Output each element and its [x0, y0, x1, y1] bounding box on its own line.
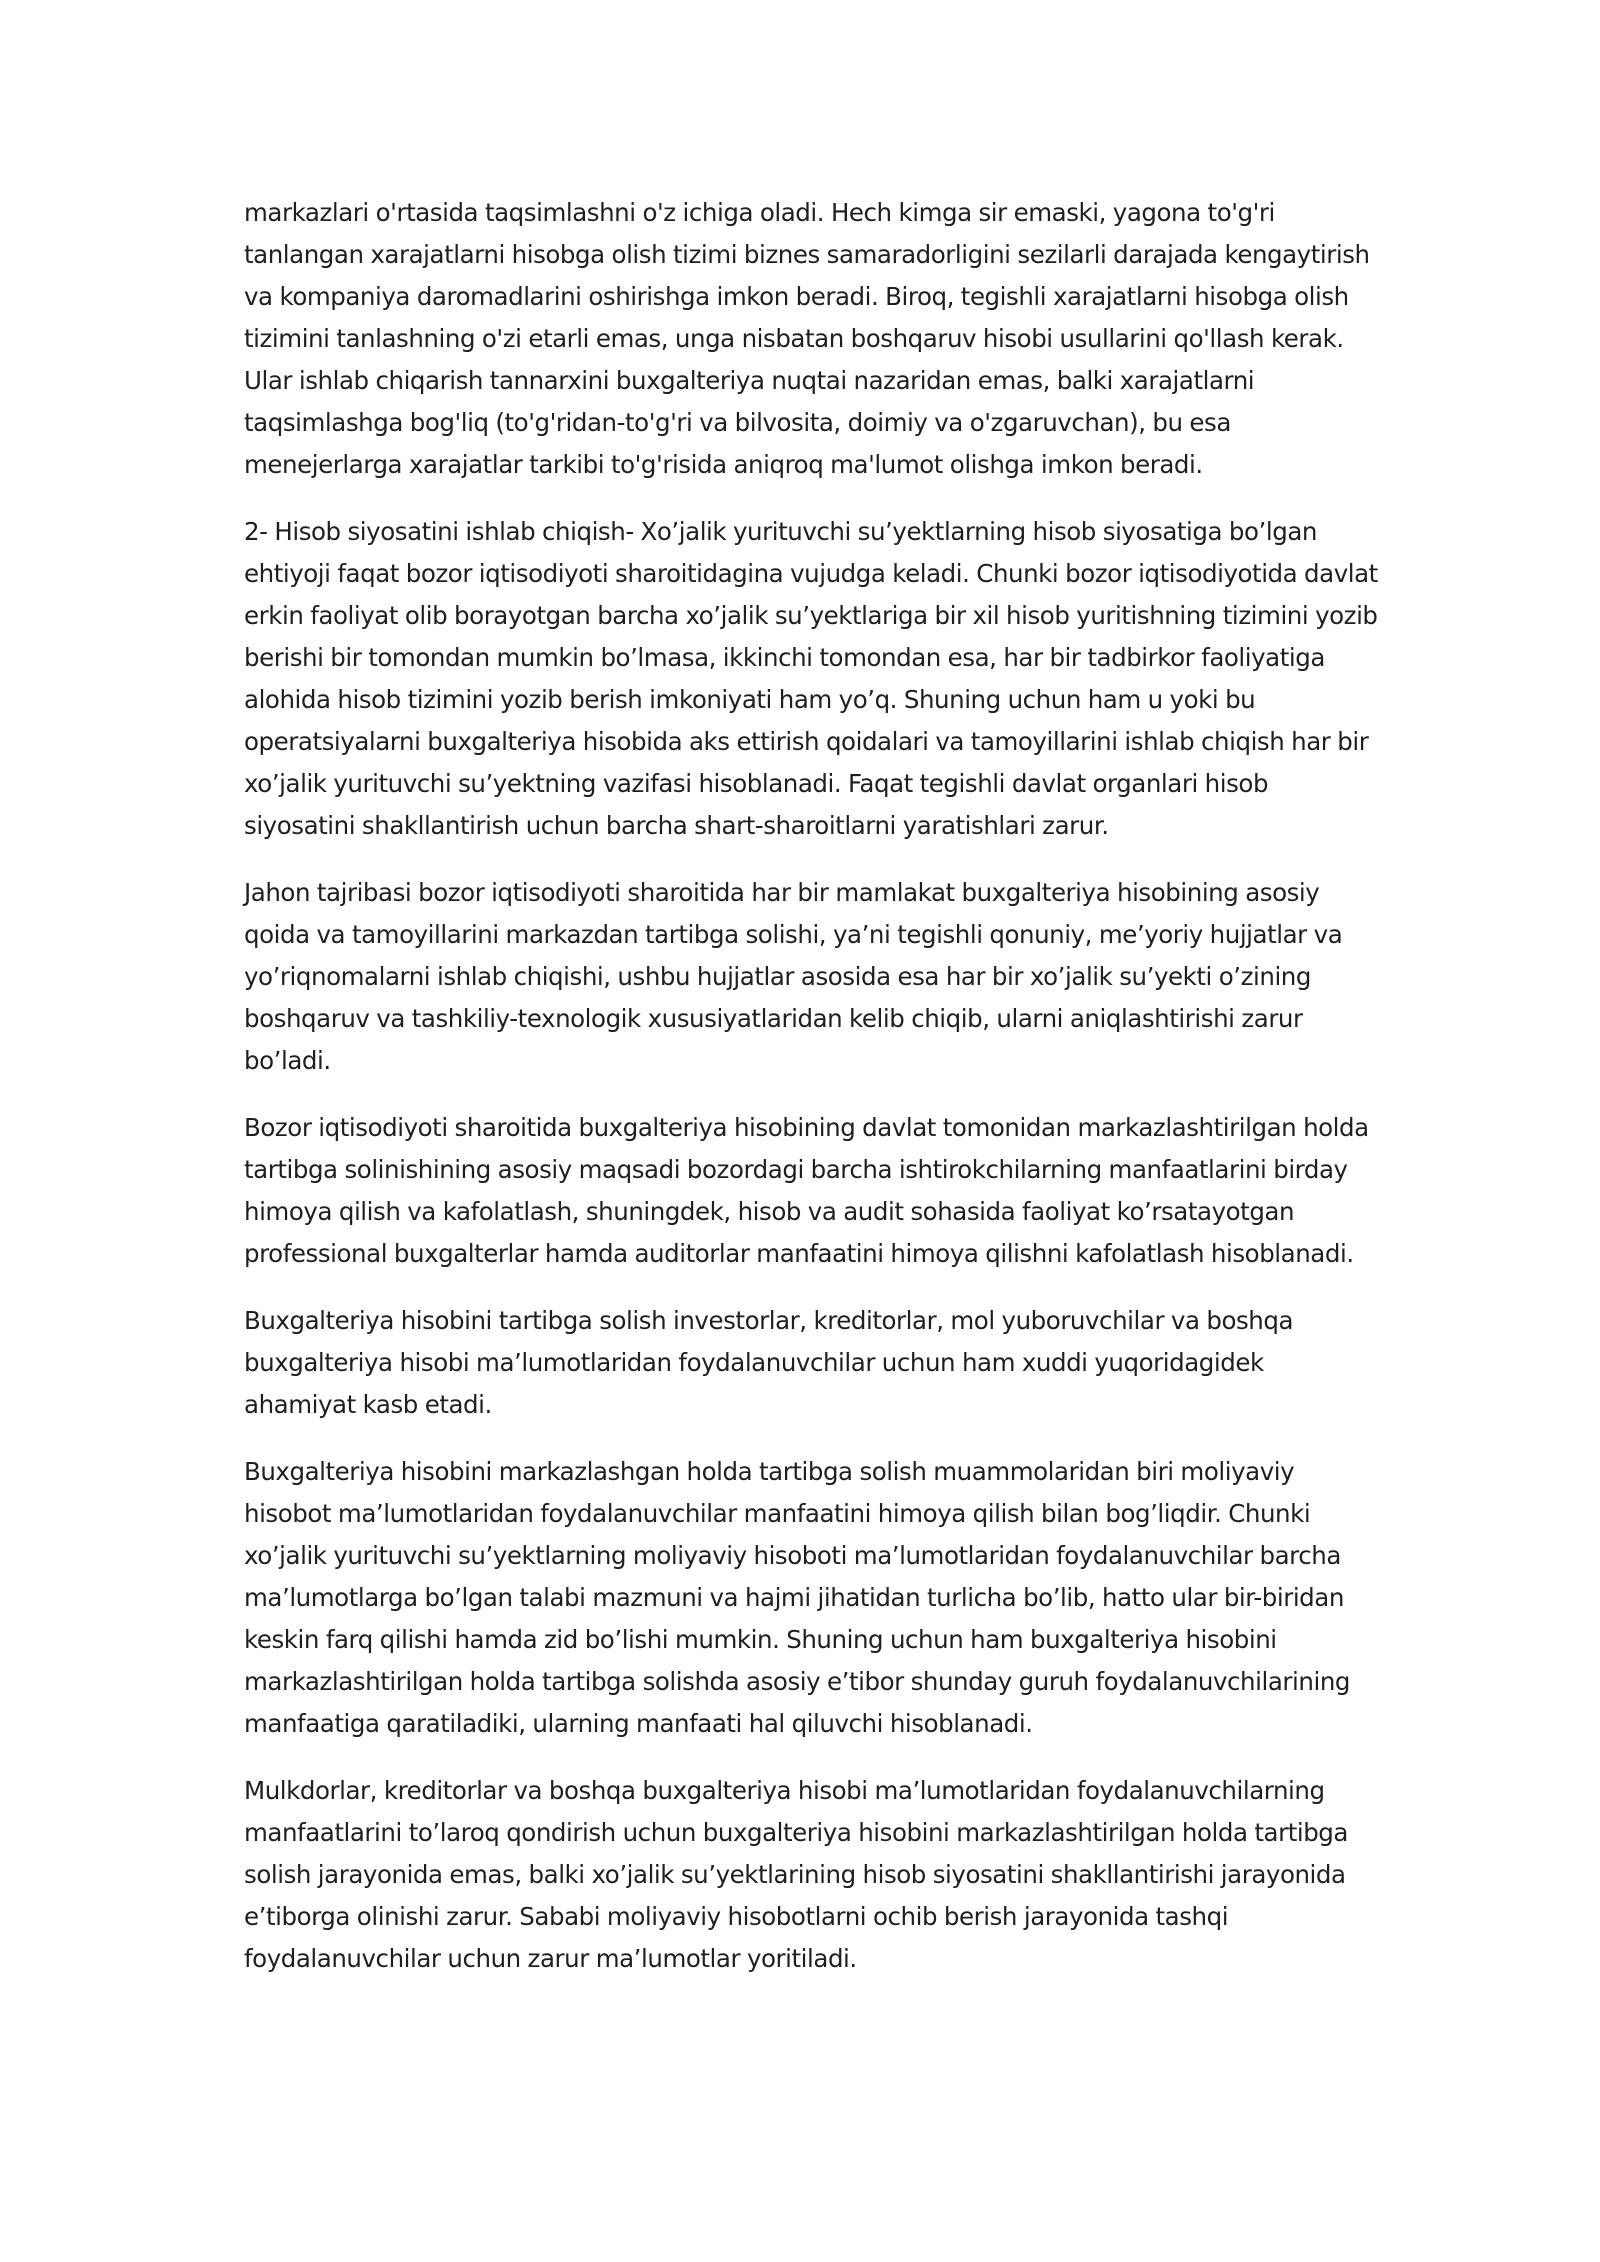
paragraph-investors: Buxgalteriya hisobini tartibga solish investorlar, kreditorlar, mol yuboruvchilar va boshqa buxgalteriya hisobi ma’lumotlaridan foydalanuvchilar uchun ham xuddi yuqoridagidek ahamiyat kasb etadi. [244, 1306, 1294, 1419]
document-body [244, 192, 1379, 2005]
paragraph-owners-creditors: Mulkdorlar, kreditorlar va boshqa buxgalteriya hisobi ma’lumotlaridan foydalanuvchilarning manfaatlarini to’laroq qondirish uchun buxgalteriya hisobini markazlashtirilgan holda tartibga solish jarayonida emas, balki xo’jalik su’yektlarining hisob siyosatini shakllantirishi jarayonida e’tiborga olinishi zarur. Sababi moliyaviy hisobotlarni ochib berish jarayonida tashqi foydalanuvchilar uchun zarur ma’lumotlar yoritiladi. [244, 1776, 1348, 1973]
paragraph-cost-accounting: markazlari o'rtasida taqsimlashni o'z ichiga oladi. Hech kimga sir emaski, yagona to'g'ri tanlangan xarajatlarni hisobga olish tizimi biznes samaradorligini sezilarli darajada kengaytirish va kompaniya daromadlarini oshirishga imkon beradi. Biroq, tegishli xarajatlarni hisobga olish tizimini tanlashning o'zi etarli emas, unga nisbatan boshqaruv hisobi usullarini qo'llash kerak. Ular ishlab chiqarish tannarxini buxgalteriya nuqtai nazaridan emas, balki xarajatlarni taqsimlashga bog'liq (to'g'ridan-to'g'ri va bilvosita, doimiy va o'zgaruvchan), bu esa menejerlarga xarajatlar tarkibi to'g'risida aniqroq ma'lumot olishga imkon beradi. [244, 198, 1370, 479]
paragraph-market-regulation: Bozor iqtisodiyoti sharoitida buxgalteriya hisobining davlat tomonidan markazlashtirilgan holda tartibga solinishining asosiy maqsadi bozordagi barcha ishtirokchilarning manfaatlarini birday himoya qilish va kafolatlash, shuningdek, hisob va audit sohasida faoliyat ko’rsatayotgan professional buxgalterlar hamda auditorlar manfaatini himoya qilishni kafolatlash hisoblanadi. [244, 1113, 1369, 1268]
paragraph-world-experience: Jahon tajribasi bozor iqtisodiyoti sharoitida har bir mamlakat buxgalteriya hisobining asosiy qoida va tamoyillarini markazdan tartibga solishi, ya’ni tegishli qonuniy, me’yoriy hujjatlar va yo’riqnomalarni ishlab chiqishi, ushbu hujjatlar asosida esa har bir xo’jalik su’yekti o’zining boshqaruv va tashkiliy-texnologik xususiyatlaridan kelib chiqib, ularni aniqlashtirishi zarur bo’ladi. [244, 878, 1343, 1075]
paragraph-accounting-policy: 2- Hisob siyosatini ishlab chiqish- Xo’jalik yurituvchi su’yektlarning hisob siyosatiga bo’lgan ehtiyoji faqat bozor iqtisodiyoti sharoitidagina vujudga keladi. Chunki bozor iqtisodiyotida davlat erkin faoliyat olib borayotgan barcha xo’jalik su’yektlariga bir xil hisob yuritishning tizimini yozib berishi bir tomondan mumkin bo’lmasa, ikkinchi tomondan esa, har bir tadbirkor faoliyatiga alohida hisob tizimini yozib berish imkoniyati ham yo’q. Shuning uchun ham u yoki bu operatsiyalarni buxgalteriya hisobida aks ettirish qoidalari va tamoyillarini ishlab chiqish har bir xo’jalik yurituvchi su’yektning vazifasi hisoblanadi. Faqat tegishli davlat organlari hisob siyosatini shakllantirish uchun barcha shart-sharoitlarni yaratishlari zarur. [244, 517, 1378, 840]
paragraph-centralized-regulation: Buxgalteriya hisobini markazlashgan holda tartibga solish muammolaridan biri moliyaviy hisobot ma’lumotlaridan foydalanuvchilar manfaatini himoya qilish bilan bog’liqdir. Chunki xo’jalik yurituvchi su’yektlarning moliyaviy hisoboti ma’lumotlaridan foydalanuvchilar barcha ma’lumotlarga bo’lgan talabi mazmuni va hajmi jihatidan turlicha bo’lib, hatto ular bir-biridan keskin farq qilishi hamda zid bo’lishi mumkin. Shuning uchun ham buxgalteriya hisobini markazlashtirilgan holda tartibga solishda asosiy e’tibor shunday guruh foydalanuvchilarining manfaatiga qaratiladiki, ularning manfaati hal qiluvchi hisoblanadi. [244, 1457, 1350, 1738]
